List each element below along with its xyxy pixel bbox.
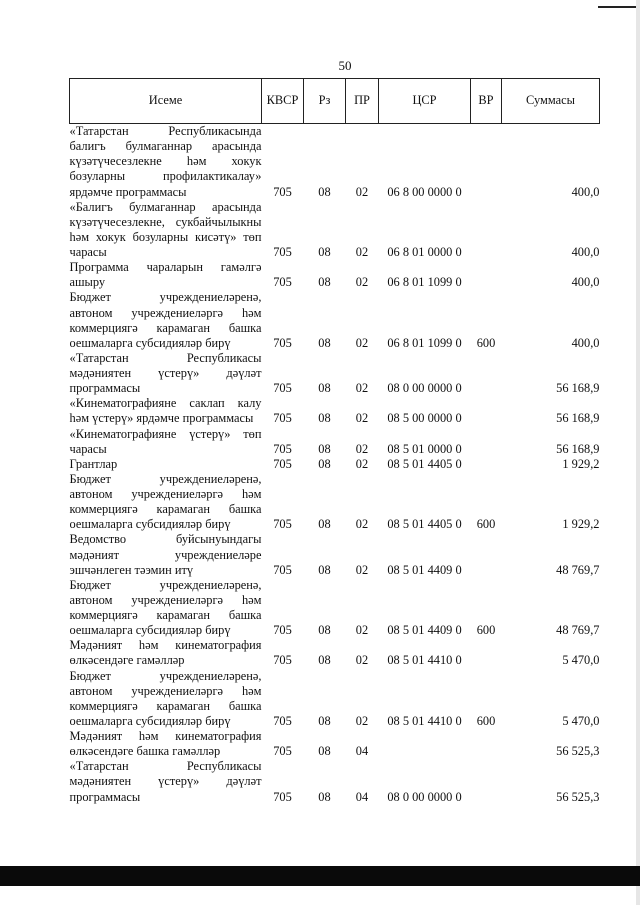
cell-sum: 1 929,2 bbox=[562, 517, 600, 532]
cell-vr bbox=[471, 759, 502, 804]
cell-pr: 02 bbox=[355, 653, 369, 668]
cell-sum: 56 168,9 bbox=[556, 381, 600, 396]
cell-csr: 08 5 01 4405 0 bbox=[387, 517, 462, 532]
cell-pr: 02 bbox=[355, 713, 369, 728]
cell-sum: 5 470,0 bbox=[562, 713, 600, 728]
cell-kvsr: 705 bbox=[273, 456, 292, 471]
cell-csr: 08 5 01 4409 0 bbox=[387, 623, 462, 638]
table-row bbox=[70, 200, 600, 261]
table-row bbox=[70, 472, 600, 533]
cell-kvsr: 705 bbox=[273, 335, 292, 350]
table-row bbox=[70, 290, 600, 351]
cell-kvsr: 705 bbox=[273, 517, 292, 532]
cell-pr: 02 bbox=[355, 456, 369, 471]
cell-rz: 08 bbox=[318, 411, 331, 426]
cell-rz: 08 bbox=[318, 517, 331, 532]
cell-sum: 48 769,7 bbox=[556, 623, 600, 638]
cell-csr: 06 8 01 0000 0 bbox=[387, 245, 462, 259]
header-name: Исеме bbox=[70, 79, 262, 124]
cell-kvsr: 705 bbox=[273, 381, 292, 396]
cell-vr bbox=[471, 200, 502, 261]
cell-name: «Татарстан Республикасы мәдәниятен үстерү» дәүләт программасы bbox=[69, 759, 262, 804]
cell-name: «Балигъ булмаганнар арасында күзәтүчесезлекне, сукбайчылыкны һәм хокук бозуларны кисәтү» төп чарасы bbox=[69, 199, 262, 259]
cell-sum: 48 769,7 bbox=[556, 562, 600, 577]
cell-csr: 06 8 00 0000 0 bbox=[387, 184, 462, 199]
table-row bbox=[70, 351, 600, 396]
header-kvsr: КВСР bbox=[262, 79, 304, 124]
cell-sum: 56 168,9 bbox=[556, 411, 600, 426]
table-row bbox=[70, 396, 600, 426]
cell-kvsr: 705 bbox=[273, 275, 292, 290]
header-rz: Рз bbox=[304, 79, 346, 124]
table-row bbox=[70, 729, 600, 759]
table-row bbox=[70, 260, 600, 290]
cell-csr: 08 5 00 0000 0 bbox=[387, 411, 462, 426]
cell-vr: 600 bbox=[476, 335, 496, 350]
cell-name: Бюджет учреждениеләренә, автоном учреждениеләргә һәм коммерциягә карамаган башка оешмаларга субсидияләр бирү bbox=[69, 290, 262, 350]
cell-kvsr: 705 bbox=[273, 441, 292, 456]
cell-sum: 5 470,0 bbox=[562, 653, 600, 668]
cell-name: «Кинематографияне саклап калу һәм үстерү» ярдәмче программасы bbox=[69, 396, 262, 426]
cell-rz: 08 bbox=[318, 245, 331, 259]
cell-csr: 08 0 00 0000 0 bbox=[387, 381, 462, 396]
cell-rz: 08 bbox=[318, 441, 331, 456]
scan-edge-shadow bbox=[636, 0, 640, 905]
cell-rz: 08 bbox=[318, 562, 331, 577]
page-number: 50 bbox=[338, 58, 352, 73]
cell-pr: 02 bbox=[355, 441, 369, 456]
cell-name: Ведомство буйсынуындагы мәдәният учреждениеләре эшчәнлеген тәэмин итү bbox=[69, 532, 262, 577]
cell-rz: 08 bbox=[318, 653, 331, 668]
cell-kvsr: 705 bbox=[273, 411, 292, 426]
cell-csr: 06 8 01 1099 0 bbox=[387, 335, 462, 350]
cell-sum: 400,0 bbox=[571, 184, 600, 199]
cell-name: Мәдәният һәм кинематография өлкәсендәге гамәлләр bbox=[69, 638, 262, 668]
header-vr: ВР bbox=[471, 79, 502, 124]
cell-kvsr: 705 bbox=[273, 744, 292, 759]
cell-vr bbox=[471, 396, 502, 426]
scan-bottom-bar bbox=[0, 866, 640, 886]
cell-pr: 02 bbox=[355, 562, 369, 577]
cell-kvsr: 705 bbox=[273, 713, 292, 728]
cell-rz: 08 bbox=[318, 623, 331, 638]
cell-sum: 1 929,2 bbox=[562, 456, 600, 471]
cell-pr: 04 bbox=[355, 744, 369, 759]
scan-edge-mark bbox=[598, 6, 640, 8]
cell-name: Мәдәният һәм кинематография өлкәсендәге башка гамәлләр bbox=[69, 729, 262, 759]
budget-table bbox=[69, 78, 600, 805]
cell-pr: 02 bbox=[355, 623, 369, 638]
cell-name: Грантлар bbox=[69, 456, 118, 471]
cell-pr: 02 bbox=[355, 335, 369, 350]
cell-csr: 08 0 00 0000 0 bbox=[387, 789, 462, 804]
cell-vr bbox=[471, 457, 502, 472]
cell-kvsr: 705 bbox=[273, 653, 292, 668]
header-sum: Суммасы bbox=[502, 79, 600, 124]
cell-vr: 600 bbox=[476, 713, 496, 728]
header-csr: ЦСР bbox=[379, 79, 471, 124]
table-row bbox=[70, 638, 600, 668]
cell-kvsr: 705 bbox=[273, 789, 292, 804]
cell-csr: 08 5 01 0000 0 bbox=[387, 441, 462, 456]
cell-rz: 08 bbox=[318, 381, 331, 396]
cell-kvsr: 705 bbox=[273, 623, 292, 638]
table-row bbox=[70, 124, 600, 200]
cell-csr: 06 8 01 1099 0 bbox=[387, 275, 462, 290]
table-header-row bbox=[70, 79, 600, 124]
cell-pr: 02 bbox=[355, 184, 369, 199]
cell-csr: 08 5 01 4410 0 bbox=[387, 653, 462, 668]
cell-csr: 08 5 01 4405 0 bbox=[387, 456, 462, 471]
cell-kvsr: 705 bbox=[273, 562, 292, 577]
cell-rz: 08 bbox=[318, 184, 331, 199]
cell-pr: 02 bbox=[355, 275, 369, 290]
header-pr: ПР bbox=[346, 79, 379, 124]
cell-name: Бюджет учреждениеләренә, автоном учреждениеләргә һәм коммерциягә карамаган башка оешмаларга субсидияләр бирү bbox=[69, 471, 262, 532]
cell-sum: 56 525,3 bbox=[556, 744, 600, 759]
cell-rz: 08 bbox=[318, 456, 331, 471]
cell-vr bbox=[471, 427, 502, 457]
table-row bbox=[70, 532, 600, 577]
cell-vr bbox=[471, 729, 502, 759]
cell-rz: 08 bbox=[318, 744, 331, 759]
cell-pr: 04 bbox=[355, 789, 369, 804]
cell-vr: 600 bbox=[476, 623, 496, 638]
table-row bbox=[70, 427, 600, 457]
cell-name: «Татарстан Республикасы мәдәниятен үстерү» дәүләт программасы bbox=[69, 350, 262, 396]
cell-name: «Татарстан Республикасында балигъ булмаганнар арасында күзәтүчесезлекне һәм хокук бозуларны профилактикалау» ярдәмче программасы bbox=[69, 124, 262, 199]
cell-pr: 02 bbox=[355, 517, 369, 532]
cell-vr bbox=[471, 638, 502, 668]
cell-sum: 56 525,3 bbox=[556, 789, 600, 804]
cell-name: Программа чараларын гамәлгә ашыру bbox=[69, 260, 262, 290]
cell-sum: 56 168,9 bbox=[556, 441, 600, 456]
cell-vr bbox=[471, 351, 502, 396]
cell-pr: 02 bbox=[355, 381, 369, 396]
cell-csr: 08 5 01 4409 0 bbox=[387, 562, 462, 577]
cell-csr: 08 5 01 4410 0 bbox=[387, 713, 462, 728]
cell-kvsr: 705 bbox=[273, 245, 292, 259]
cell-rz: 08 bbox=[318, 275, 331, 290]
cell-vr bbox=[471, 532, 502, 577]
cell-sum: 400,0 bbox=[571, 245, 600, 259]
cell-rz: 08 bbox=[318, 789, 331, 804]
cell-sum: 400,0 bbox=[571, 335, 600, 350]
cell-kvsr: 705 bbox=[273, 184, 292, 199]
cell-pr: 02 bbox=[355, 245, 369, 259]
cell-sum: 400,0 bbox=[571, 275, 600, 290]
table-row bbox=[70, 669, 600, 730]
cell-rz: 08 bbox=[318, 713, 331, 728]
cell-vr bbox=[471, 124, 502, 200]
table-row bbox=[70, 457, 600, 472]
cell-name: Бюджет учреждениеләренә, автоном учреждениеләргә һәм коммерциягә карамаган башка оешмаларга субсидияләр бирү bbox=[69, 577, 262, 638]
cell-csr bbox=[379, 729, 471, 759]
cell-vr bbox=[471, 260, 502, 290]
cell-name: Бюджет учреждениеләренә, автоном учреждениеләргә һәм коммерциягә карамаган башка оешмаларга субсидияләр бирү bbox=[69, 668, 262, 728]
cell-name: «Кинематографияне үстерү» төп чарасы bbox=[69, 426, 262, 456]
table-row bbox=[70, 578, 600, 639]
table-row bbox=[70, 759, 600, 804]
cell-rz: 08 bbox=[318, 335, 331, 350]
cell-pr: 02 bbox=[355, 411, 369, 426]
cell-vr: 600 bbox=[476, 517, 496, 532]
